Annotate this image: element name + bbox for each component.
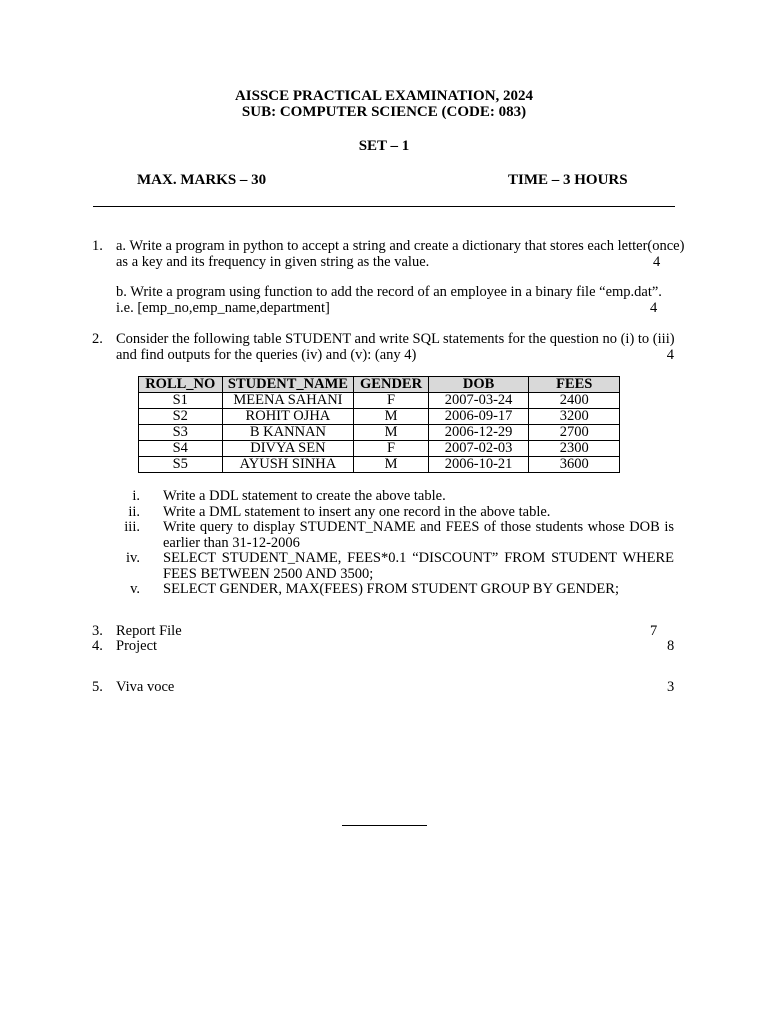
sub-q-number: iii. (124, 519, 140, 535)
header-divider (93, 206, 675, 207)
sub-q-line: SELECT STUDENT_NAME, FEES*0.1 “DISCOUNT” FROM STUDENT WHERE (163, 550, 674, 566)
cell-roll-no: S1 (139, 393, 223, 409)
q1-part-b-marks: 4 (650, 300, 658, 316)
q2-number: 2. (92, 331, 103, 347)
cell-dob: 2006-12-29 (428, 425, 529, 441)
cell-roll-no: S2 (139, 409, 223, 425)
q1-part-a-line1: a. Write a program in python to accept a string and create a dictionary that stores each letter(once) (116, 238, 685, 254)
table-row (139, 441, 620, 457)
cell-dob: 2006-10-21 (428, 457, 529, 473)
cell-fees: 2300 (529, 441, 620, 457)
sub-q-text: Write a DDL statement to create the above table. (163, 488, 446, 504)
sub-q-number: iv. (126, 550, 140, 566)
q4-text: Project (116, 638, 158, 654)
cell-student-name: B KANNAN (222, 425, 354, 441)
q1-part-a-marks: 4 (653, 254, 661, 270)
sub-q-text (163, 550, 674, 582)
col-student-name: STUDENT_NAME (222, 377, 354, 393)
q5-number: 5. (92, 679, 103, 695)
q1-part-a-line2: as a key and its frequency in given string as the value. (116, 254, 430, 270)
table-row (139, 425, 620, 441)
sub-q-number: ii. (128, 504, 140, 520)
col-fees: FEES (529, 377, 620, 393)
exam-title: AISSCE PRACTICAL EXAMINATION, 2024 (234, 88, 534, 104)
q1-part-b (116, 284, 674, 316)
q4-marks: 8 (667, 638, 675, 654)
q2-line2: and find outputs for the queries (iv) and (v): (any 4) (116, 347, 417, 363)
table-row (139, 393, 620, 409)
cell-fees: 3200 (529, 409, 620, 425)
cell-gender: F (354, 393, 428, 409)
sub-q-line: FEES BETWEEN 2500 AND 3500; (163, 566, 374, 582)
q1-number: 1. (92, 238, 103, 254)
table-header-row (139, 377, 620, 393)
col-gender: GENDER (354, 377, 428, 393)
cell-dob: 2007-02-03 (428, 441, 529, 457)
sub-q-text: Write a DML statement to insert any one record in the above table. (163, 504, 551, 520)
col-roll-no: ROLL_NO (139, 377, 223, 393)
cell-roll-no: S4 (139, 441, 223, 457)
cell-gender: M (354, 409, 428, 425)
cell-fees: 3600 (529, 457, 620, 473)
sub-q-line: Write query to display STUDENT_NAME and FEES of those students whose DOB is (163, 519, 674, 535)
cell-gender: F (354, 441, 428, 457)
max-marks: MAX. MARKS – 30 (137, 172, 267, 188)
sub-q-line: earlier than 31-12-2006 (163, 535, 300, 551)
sub-q-text (163, 519, 674, 551)
q3-text: Report File (116, 623, 182, 639)
table-row (139, 457, 620, 473)
end-divider (342, 825, 427, 826)
cell-student-name: ROHIT OJHA (222, 409, 354, 425)
q5-text: Viva voce (116, 679, 175, 695)
time-limit: TIME – 3 HOURS (508, 172, 628, 188)
table-row (139, 409, 620, 425)
cell-gender: M (354, 425, 428, 441)
col-dob: DOB (428, 377, 529, 393)
q1-part-a (116, 238, 685, 270)
cell-roll-no: S3 (139, 425, 223, 441)
cell-student-name: MEENA SAHANI (222, 393, 354, 409)
q3-number: 3. (92, 623, 103, 639)
subject-title: SUB: COMPUTER SCIENCE (CODE: 083) (241, 104, 527, 120)
q2-text (116, 331, 674, 363)
q2-line1: Consider the following table STUDENT and write SQL statements for the question no (i) to (iii) (116, 331, 675, 347)
q3-marks: 7 (650, 623, 658, 639)
cell-roll-no: S5 (139, 457, 223, 473)
q4-number: 4. (92, 638, 103, 654)
student-table (138, 376, 620, 473)
q5-marks: 3 (667, 679, 675, 695)
cell-gender: M (354, 457, 428, 473)
sub-q-number: v. (130, 581, 140, 597)
cell-dob: 2007-03-24 (428, 393, 529, 409)
cell-dob: 2006-09-17 (428, 409, 529, 425)
cell-student-name: DIVYA SEN (222, 441, 354, 457)
q2-marks: 4 (666, 347, 674, 363)
sub-q-text: SELECT GENDER, MAX(FEES) FROM STUDENT GROUP BY GENDER; (163, 581, 619, 597)
set-label: SET – 1 (358, 138, 410, 154)
cell-fees: 2400 (529, 393, 620, 409)
q1-part-b-line1: b. Write a program using function to add the record of an employee in a binary file “emp.dat”. (116, 284, 662, 300)
q1-part-b-line2: i.e. [emp_no,emp_name,department] (116, 300, 330, 316)
cell-fees: 2700 (529, 425, 620, 441)
sub-q-number: i. (132, 488, 140, 504)
cell-student-name: AYUSH SINHA (222, 457, 354, 473)
